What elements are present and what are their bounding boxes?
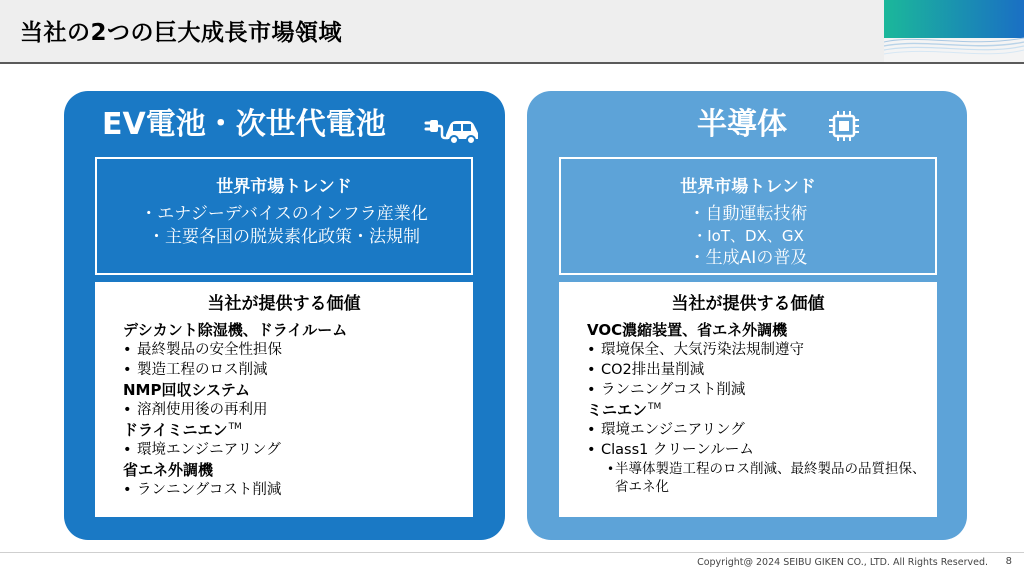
list-item: • CO2排出量削減 bbox=[587, 360, 937, 380]
semiconductor-panel bbox=[527, 91, 967, 540]
category-title: 省エネ外調機 bbox=[123, 461, 214, 479]
list-item: ・主要各国の脱炭素化政策・法規制 bbox=[148, 227, 420, 247]
list-item: • 溶剤使用後の再利用 bbox=[123, 400, 473, 420]
list-item: • 環境エンジニアリング bbox=[587, 420, 937, 440]
semiconductor-value-heading: 当社が提供する価値 bbox=[671, 294, 825, 314]
list-item: • ランニングコスト削減 bbox=[123, 480, 473, 500]
footer-divider bbox=[0, 552, 1024, 553]
semiconductor-value-list bbox=[559, 320, 937, 496]
ev-value-box bbox=[95, 282, 473, 517]
copyright-text: Copyright@ 2024 SEIBU GIKEN CO., LTD. All Rights Reserved. bbox=[697, 557, 988, 568]
semiconductor-market-trend-list bbox=[561, 203, 935, 269]
category-title: ドライミニエン bbox=[123, 421, 228, 439]
list-item: ・エナジーデバイスのインフラ産業化 bbox=[140, 204, 428, 224]
ev-battery-title: EV電池・次世代電池 bbox=[102, 107, 386, 142]
slide-header bbox=[0, 0, 1024, 64]
list-item: • 製造工程のロス削減 bbox=[123, 360, 473, 380]
category-title: デシカント除湿機、ドライルーム bbox=[123, 321, 348, 339]
ev-market-trend-list bbox=[97, 203, 471, 249]
semiconductor-market-trend-heading: 世界市場トレンド bbox=[680, 177, 816, 197]
ev-battery-panel bbox=[64, 91, 505, 540]
ev-value-heading: 当社が提供する価値 bbox=[207, 294, 361, 314]
category-title-row bbox=[587, 400, 937, 420]
trademark-mark: TM bbox=[648, 402, 662, 412]
semiconductor-value-box bbox=[559, 282, 937, 517]
list-item: • 環境保全、大気汚染法規制遵守 bbox=[587, 340, 937, 360]
list-item: • 最終製品の安全性担保 bbox=[123, 340, 473, 360]
list-item: • 環境エンジニアリング bbox=[123, 440, 473, 460]
slide-title: 当社の2つの巨大成長市場領域 bbox=[20, 20, 343, 46]
category-title-row bbox=[123, 420, 473, 440]
sub-list-item: • 半導体製造工程のロス削減、最終製品の品質担保、省エネ化 bbox=[587, 460, 937, 496]
category-title: VOC濃縮装置、省エネ外調機 bbox=[587, 321, 788, 339]
header-wave-decoration bbox=[884, 0, 1024, 62]
semiconductor-market-trend-box bbox=[559, 157, 937, 275]
category-title: ミニエン bbox=[587, 401, 648, 419]
page-number: 8 bbox=[1005, 556, 1012, 567]
chip-icon bbox=[827, 109, 861, 143]
ev-value-list bbox=[95, 320, 473, 500]
list-item: ・生成AIの普及 bbox=[688, 248, 808, 268]
category-title: NMP回収システム bbox=[123, 381, 250, 399]
list-item: • ランニングコスト削減 bbox=[587, 380, 937, 400]
list-item: • Class1 クリーンルーム bbox=[587, 440, 937, 460]
list-item: ・IoT、DX、GX bbox=[692, 227, 804, 245]
trademark-mark: TM bbox=[228, 422, 242, 432]
semiconductor-title: 半導体 bbox=[697, 107, 787, 142]
ev-charging-car-icon bbox=[424, 109, 480, 147]
list-item: ・自動運転技術 bbox=[688, 204, 808, 224]
ev-market-trend-heading: 世界市場トレンド bbox=[216, 177, 352, 197]
ev-market-trend-box bbox=[95, 157, 473, 275]
